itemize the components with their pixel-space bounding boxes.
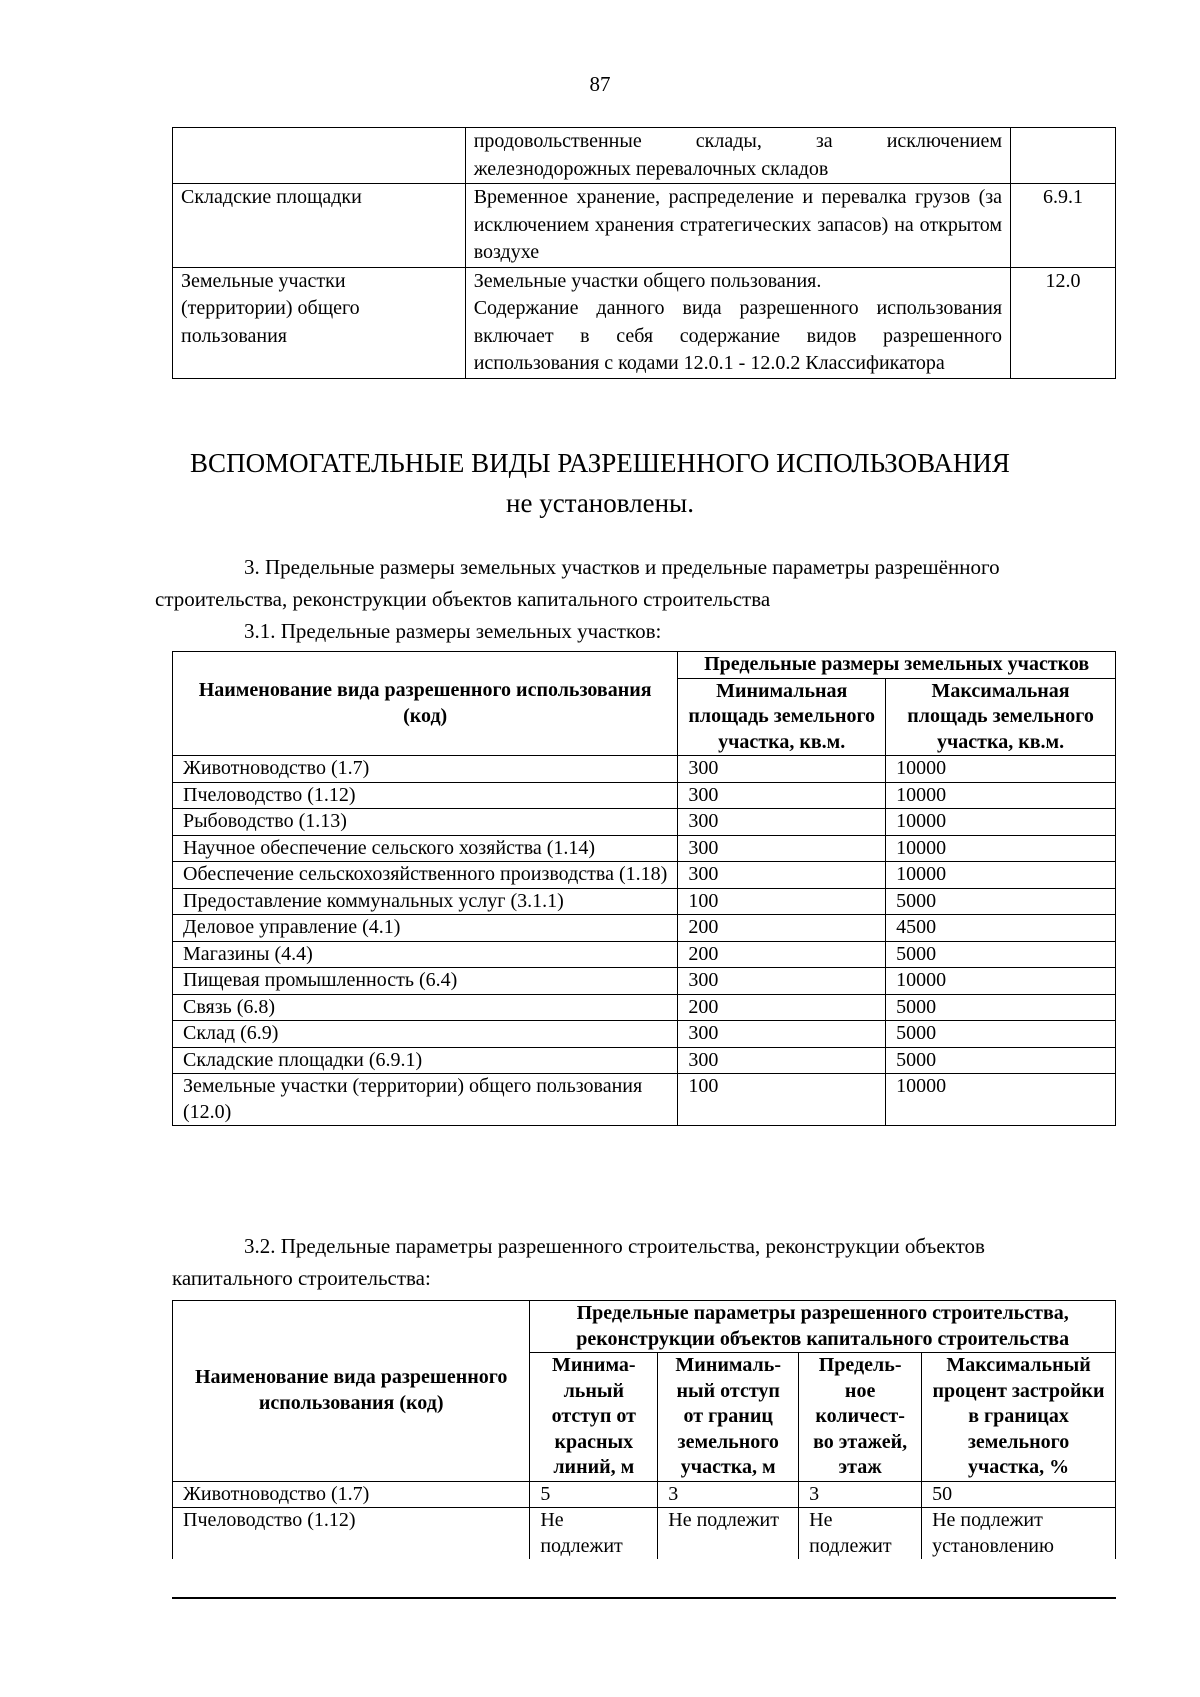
- min-area-cell: 300: [678, 1021, 886, 1048]
- header-max-area: Максимальная площадь земельного участка, кв.м.: [886, 678, 1116, 756]
- header-max-coverage: Максимальный процент застройки в границах земельного участка, %: [922, 1353, 1116, 1482]
- max-coverage-cell: Не подлежит установлению: [922, 1508, 1116, 1560]
- min-area-cell: 300: [678, 968, 886, 995]
- max-area-cell: 10000: [886, 862, 1116, 889]
- max-area-cell: 5000: [886, 1047, 1116, 1074]
- use-name-cell: Складские площадки (6.9.1): [173, 1047, 678, 1074]
- table-row: [173, 782, 1116, 809]
- red-line-setback-cell: Не подлежит: [530, 1508, 658, 1560]
- permitted-uses-table: [172, 127, 1116, 379]
- use-description-cell: продовольственные склады, за исключением железнодорожных перевалочных складов: [465, 128, 1010, 184]
- section-3-title-line1: 3. Предельные размеры земельных участков и предельные параметры разрешённого: [244, 555, 1000, 579]
- use-code-cell: 12.0: [1011, 267, 1116, 378]
- boundary-setback-cell: 3: [658, 1481, 799, 1508]
- max-area-cell: 10000: [886, 809, 1116, 836]
- header-use-name: Наименование вида разрешенного использования (код): [173, 1301, 530, 1482]
- section-3-2-title-line1: 3.2. Предельные параметры разрешенного строительства, реконструкции объектов: [244, 1234, 985, 1258]
- min-area-cell: 200: [678, 915, 886, 942]
- max-area-cell: 5000: [886, 941, 1116, 968]
- header-construction-params: Предельные параметры разрешенного строительства, реконструкции объектов капитального строительства: [530, 1301, 1116, 1353]
- max-area-cell: 10000: [886, 968, 1116, 995]
- use-name-cell: Пищевая промышленность (6.4): [173, 968, 678, 995]
- max-floors-cell: Не подлежит: [799, 1508, 922, 1560]
- min-area-cell: 300: [678, 809, 886, 836]
- boundary-setback-cell: Не подлежит: [658, 1508, 799, 1560]
- min-area-cell: 300: [678, 1047, 886, 1074]
- use-name-cell: Склад (6.9): [173, 1021, 678, 1048]
- auxiliary-uses-status: не установлены.: [506, 488, 694, 518]
- use-name-cell: Земельные участки (территории) общего пользования: [173, 267, 466, 378]
- max-area-cell: 5000: [886, 888, 1116, 915]
- table-row: [173, 968, 1116, 995]
- min-area-cell: 300: [678, 756, 886, 783]
- header-use-name: Наименование вида разрешенного использования (код): [173, 652, 678, 756]
- use-code-cell: [1011, 128, 1116, 184]
- max-area-cell: 10000: [886, 1074, 1116, 1126]
- use-name-cell: Обеспечение сельскохозяйственного производства (1.18): [173, 862, 678, 889]
- use-name-cell: Пчеловодство (1.12): [173, 1508, 530, 1560]
- use-description-line: Земельные участки общего пользования.: [473, 269, 822, 292]
- min-area-cell: 100: [678, 888, 886, 915]
- table-row: [173, 756, 1116, 783]
- header-max-floors: Предель-ное количест-во этажей, этаж: [799, 1353, 922, 1482]
- use-name-cell: Магазины (4.4): [173, 941, 678, 968]
- max-area-cell: 5000: [886, 994, 1116, 1021]
- page-bottom-rule: [172, 1597, 1116, 1599]
- use-name-cell: Пчеловодство (1.12): [173, 782, 678, 809]
- table-row: [173, 128, 1116, 184]
- use-name-cell: Животноводство (1.7): [173, 756, 678, 783]
- red-line-setback-cell: 5: [530, 1481, 658, 1508]
- table-row: [173, 809, 1116, 836]
- use-name-cell: Земельные участки (территории) общего пользования (12.0): [173, 1074, 678, 1126]
- construction-params-table: [172, 1300, 1116, 1559]
- use-name-cell: Предоставление коммунальных услуг (3.1.1): [173, 888, 678, 915]
- min-area-cell: 300: [678, 782, 886, 809]
- header-boundary-setback: Минималь-ный отступ от границ земельного участка, м: [658, 1353, 799, 1482]
- use-name-cell: Складские площадки: [173, 184, 466, 268]
- table-row: [173, 1481, 1116, 1508]
- table-row: [173, 915, 1116, 942]
- header-plot-sizes: Предельные размеры земельных участков: [678, 652, 1116, 679]
- table-row: [173, 184, 1116, 268]
- header-min-area: Минимальная площадь земельного участка, кв.м.: [678, 678, 886, 756]
- use-name-cell: Деловое управление (4.1): [173, 915, 678, 942]
- max-coverage-cell: 50: [922, 1481, 1116, 1508]
- max-area-cell: 5000: [886, 1021, 1116, 1048]
- use-code-cell: 6.9.1: [1011, 184, 1116, 268]
- max-area-cell: 4500: [886, 915, 1116, 942]
- table-row: [173, 941, 1116, 968]
- table-row: [173, 1074, 1116, 1126]
- table-row: [173, 1047, 1116, 1074]
- use-name-cell: Связь (6.8): [173, 994, 678, 1021]
- table-row: [173, 888, 1116, 915]
- use-description-cell: Временное хранение, распределение и перевалка грузов (за исключением хранения стратегических запасов) на открытом воздухе: [465, 184, 1010, 268]
- use-name-cell: Животноводство (1.7): [173, 1481, 530, 1508]
- min-area-cell: 200: [678, 994, 886, 1021]
- max-area-cell: 10000: [886, 782, 1116, 809]
- use-name-cell: [173, 128, 466, 184]
- use-name-cell: Научное обеспечение сельского хозяйства (1.14): [173, 835, 678, 862]
- use-description-line: Содержание данного вида разрешенного использования включает в себя содержание видов разрешенного использования с кодами 12.0.1 - 12.0.2 Классификатора: [473, 297, 1003, 374]
- use-description-cell: [465, 267, 1010, 378]
- min-area-cell: 300: [678, 862, 886, 889]
- max-area-cell: 10000: [886, 756, 1116, 783]
- auxiliary-uses-heading: ВСПОМОГАТЕЛЬНЫЕ ВИДЫ РАЗРЕШЕННОГО ИСПОЛЬЗОВАНИЯ: [190, 448, 1010, 478]
- min-area-cell: 300: [678, 835, 886, 862]
- table-row: [173, 267, 1116, 378]
- min-area-cell: 100: [678, 1074, 886, 1126]
- table-row: [173, 994, 1116, 1021]
- max-floors-cell: 3: [799, 1481, 922, 1508]
- section-3-2-title-line2: капитального строительства:: [172, 1266, 431, 1290]
- table-row: [173, 862, 1116, 889]
- section-3-1-title: 3.1. Предельные размеры земельных участков:: [244, 619, 662, 643]
- plot-sizes-table: [172, 651, 1116, 1126]
- table-row: [173, 1021, 1116, 1048]
- header-red-line-setback: Минима-льный отступ от красных линий, м: [530, 1353, 658, 1482]
- min-area-cell: 200: [678, 941, 886, 968]
- max-area-cell: 10000: [886, 835, 1116, 862]
- section-3-title-line2: строительства, реконструкции объектов капитального строительства: [155, 587, 771, 611]
- table-row: [173, 835, 1116, 862]
- page-number: 87: [589, 72, 611, 96]
- use-name-cell: Рыбоводство (1.13): [173, 809, 678, 836]
- table-row: [173, 1508, 1116, 1560]
